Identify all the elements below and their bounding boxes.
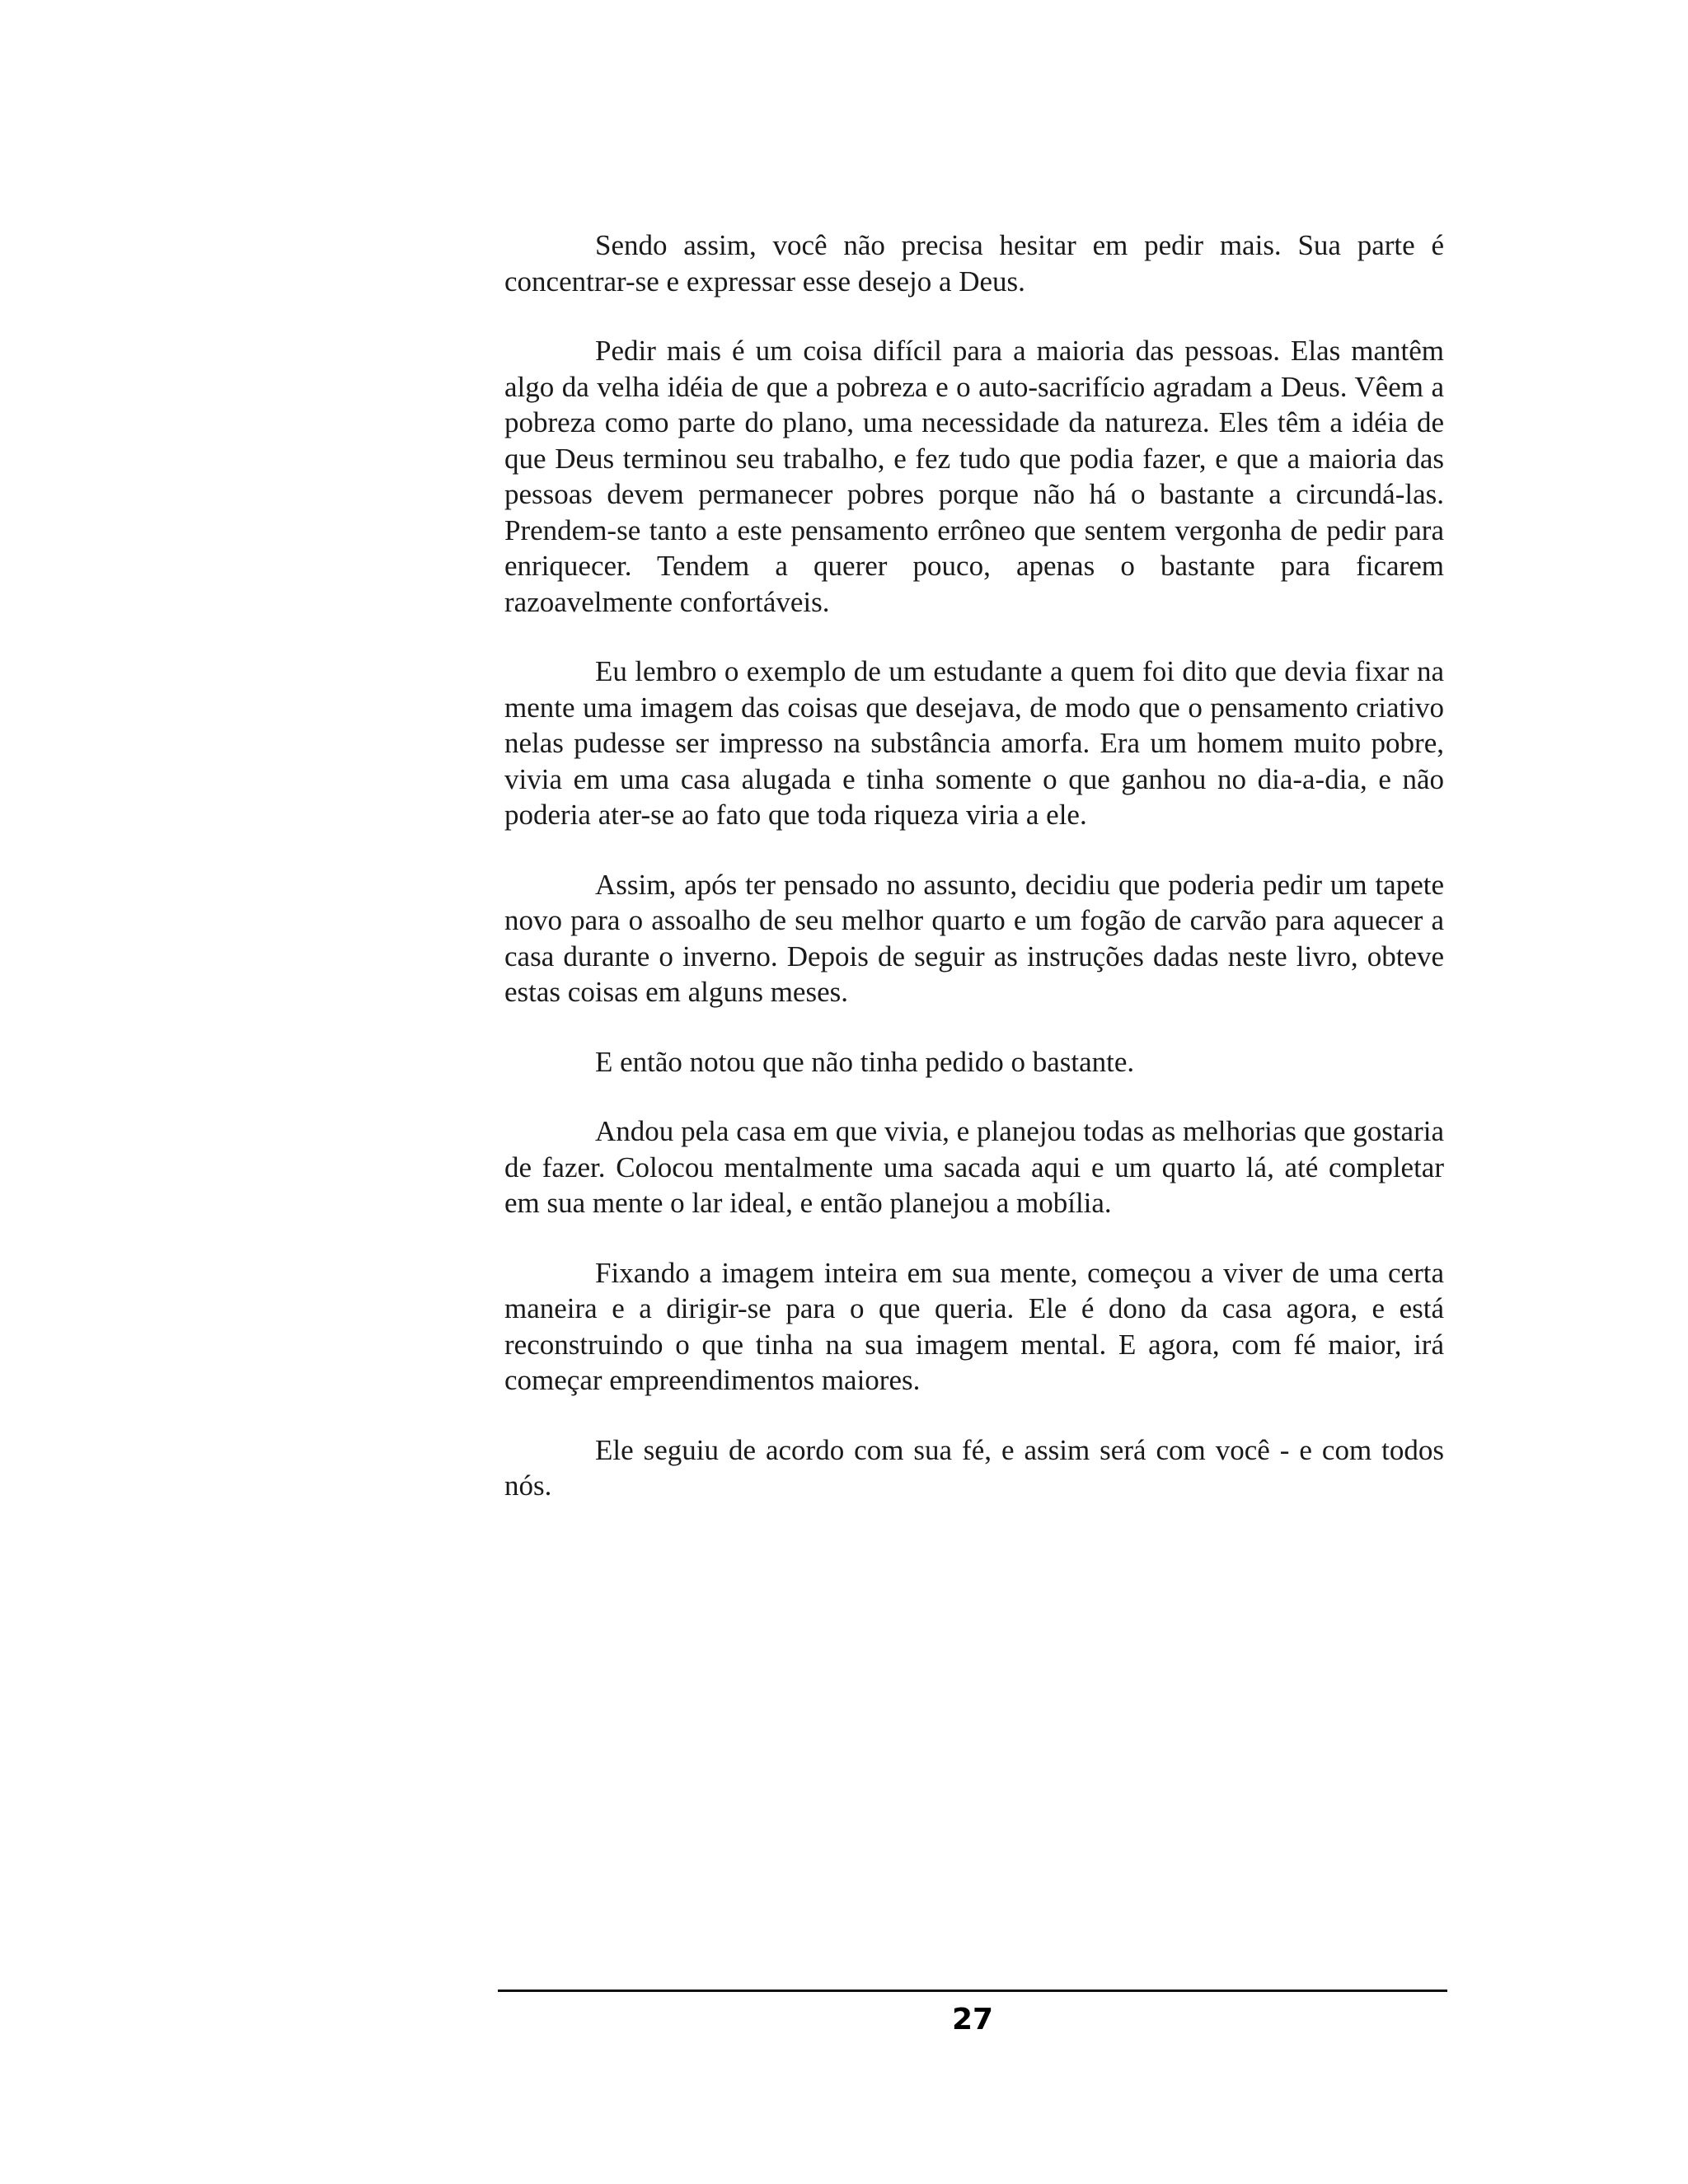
footer-divider [498, 1990, 1447, 1992]
paragraph: Eu lembro o exemplo de um estudante a quem foi dito que devia fixar na mente uma imagem das coisas que desejava, de modo que o pensamento criativo nelas pudesse ser impresso na substância amorfa. Era um homem muito pobre, vivia em uma casa alugada e tinha somente o que ganhou no dia-a-dia, e não poderia ater-se ao fato que toda riqueza viria a ele. [504, 655, 1444, 831]
paragraph: Pedir mais é um coisa difícil para a maioria das pessoas. Elas mantêm algo da velha idéia de que a pobreza e o auto-sacrifício agradam a Deus. Vêem a pobreza como parte do plano, uma necessidade da natureza. Eles têm a idéia de que Deus terminou seu trabalho, e fez tudo que podia fazer, e que a maioria das pessoas devem permanecer pobres porque não há o bastante a circundá-las. Prendem-se tanto a este pensamento errôneo que sentem vergonha de pedir para enriquecer. Tendem a querer pouco, apenas o bastante para ficarem razoavelmente confortáveis. [504, 335, 1444, 618]
paragraph: Assim, após ter pensado no assunto, decidiu que poderia pedir um tapete novo para o assoalho de seu melhor quarto e um fogão de carvão para aquecer a casa durante o inverno. Depois de seguir as instruções dadas neste livro, obteve estas coisas em alguns meses. [504, 868, 1444, 1008]
paragraph: Ele seguiu de acordo com sua fé, e assim será com você - e com todos nós. [504, 1433, 1444, 1502]
paragraph: Sendo assim, você não precisa hesitar em pedir mais. Sua parte é concentrar-se e expressar esse desejo a Deus. [504, 229, 1444, 298]
paragraph: Fixando a imagem inteira em sua mente, começou a viver de uma certa maneira e a dirigir-se para o que queria. Ele é dono da casa agora, e está reconstruindo o que tinha na sua imagem mental. E agora, com fé maior, irá começar empreendimentos maiores. [504, 1256, 1444, 1396]
paragraph: E então notou que não tinha pedido o bastante. [595, 1045, 1135, 1078]
paragraph: Andou pela casa em que vivia, e planejou todas as melhorias que gostaria de fazer. Colocou mentalmente uma sacada aqui e um quarto lá, até completar em sua mente o lar ideal, e então planejou a mobília. [504, 1115, 1444, 1219]
page-number: 27 [951, 2003, 994, 2036]
body-text [504, 227, 1444, 1538]
